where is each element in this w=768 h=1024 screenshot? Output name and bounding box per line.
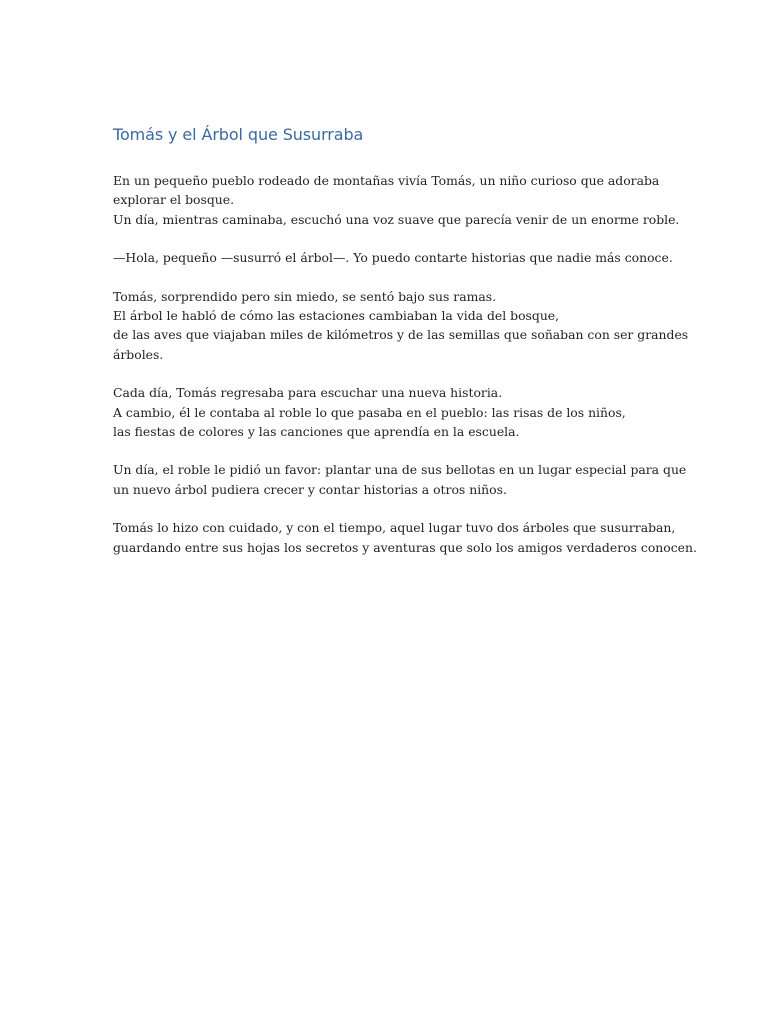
paragraph-6 — [113, 518, 697, 557]
paragraph-4 — [113, 383, 673, 441]
paragraph-1 — [113, 171, 680, 229]
paragraph-5 — [113, 460, 687, 499]
paragraph-line: de las aves que viajaban miles de kilómetros y de las semillas que soñaban con ser grandes — [113, 327, 689, 343]
paragraph-line: árboles. — [113, 346, 164, 362]
paragraph-line: En un pequeño pueblo rodeado de montañas vivía Tomás, un niño curioso que adoraba — [113, 173, 660, 188]
paragraph-line: las fiestas de colores y las canciones que aprendía en la escuela. — [113, 423, 520, 439]
paragraph-3 — [113, 287, 689, 364]
paragraph-line: Tomás lo hizo con cuidado, y con el tiempo, aquel lugar tuvo dos árboles que susurraban, — [113, 520, 676, 536]
paragraph-line: —Hola, pequeño —susurró el árbol—. Yo puedo contarte historias que nadie más conoce. — [113, 250, 673, 266]
paragraph-line: Cada día, Tomás regresaba para escuchar una nueva historia. — [113, 385, 503, 401]
paragraph-line: Un día, mientras caminaba, escuchó una voz suave que parecía venir de un enorme roble. — [113, 211, 680, 227]
paragraph-line: Tomás, sorprendido pero sin miedo, se sentó bajo sus ramas. — [113, 288, 497, 304]
paragraph-line: Un día, el roble le pidió un favor: plantar una de sus bellotas en un lugar especial para que — [113, 462, 687, 478]
paragraph-2 — [113, 248, 673, 267]
paragraph-line: guardando entre sus hojas los secretos y aventuras que solo los amigos verdaderos conocen. — [113, 539, 697, 555]
document-title: Tomás y el Árbol que Susurraba — [113, 125, 364, 144]
paragraph-line: explorar el bosque. — [113, 192, 235, 208]
paragraph-line: un nuevo árbol pudiera crecer y contar historias a otros niños. — [113, 481, 507, 497]
paragraph-line: El árbol le habló de cómo las estaciones cambiaban la vida del bosque, — [113, 308, 560, 324]
paragraph-line: A cambio, él le contaba al roble lo que pasaba en el pueblo: las risas de los niños, — [113, 404, 626, 420]
story-body — [113, 171, 697, 557]
document-content — [113, 124, 697, 576]
